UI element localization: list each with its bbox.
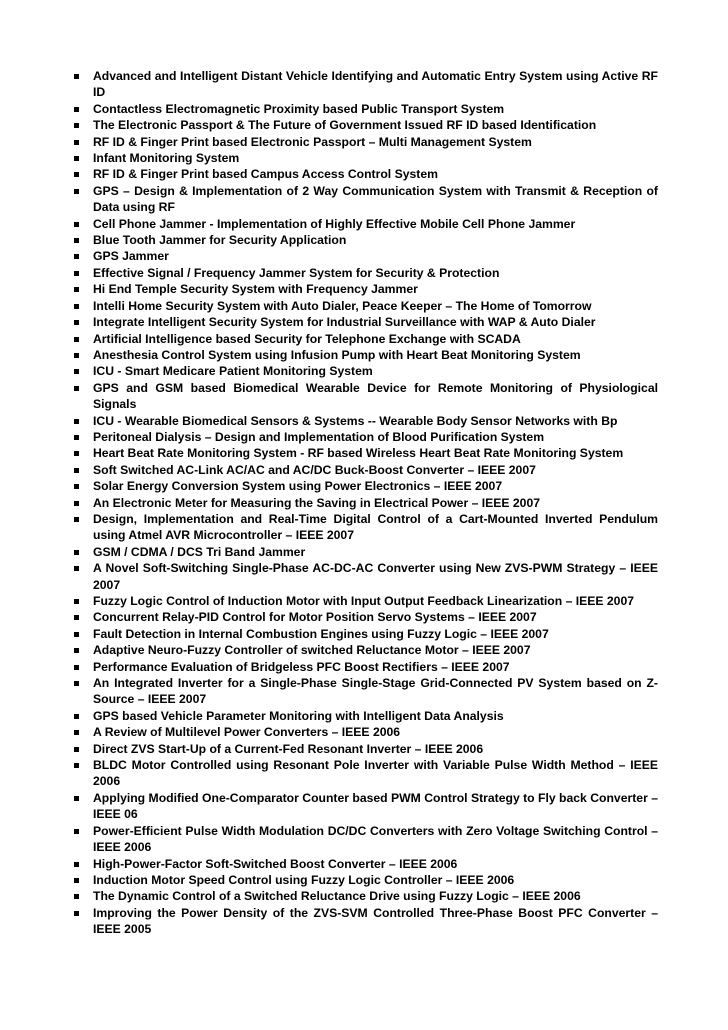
square-bullet-icon bbox=[74, 468, 79, 473]
list-item bbox=[74, 609, 658, 625]
list-item-text: The Electronic Passport & The Future of Government Issued RF ID based Identification bbox=[93, 118, 597, 133]
list-item bbox=[74, 544, 658, 560]
list-item-text: RF ID & Finger Print based Electronic Passport – Multi Management System bbox=[93, 134, 532, 149]
square-bullet-icon bbox=[74, 796, 79, 801]
list-item bbox=[74, 675, 658, 708]
square-bullet-icon bbox=[74, 156, 79, 161]
square-bullet-icon bbox=[74, 353, 79, 358]
list-item bbox=[74, 150, 658, 166]
list-item bbox=[74, 659, 658, 675]
document-page bbox=[0, 68, 728, 938]
list-item bbox=[74, 642, 658, 658]
project-topic-list bbox=[0, 68, 728, 938]
square-bullet-icon bbox=[74, 517, 79, 522]
list-item-text: An Electronic Meter for Measuring the Saving in Electrical Power – IEEE 2007 bbox=[93, 495, 541, 510]
square-bullet-icon bbox=[74, 419, 79, 424]
square-bullet-icon bbox=[74, 271, 79, 276]
square-bullet-icon bbox=[74, 566, 79, 571]
list-item-text: A Novel Soft-Switching Single-Phase AC-DC-AC Converter using New ZVS-PWM Strategy – IEEE 2007 bbox=[93, 561, 658, 592]
square-bullet-icon bbox=[74, 369, 79, 374]
list-item-text: Cell Phone Jammer - Implementation of Highly Effective Mobile Cell Phone Jammer bbox=[93, 216, 576, 231]
list-item bbox=[74, 872, 658, 888]
list-item-text: Direct ZVS Start-Up of a Current-Fed Resonant Inverter – IEEE 2006 bbox=[93, 741, 484, 756]
list-item-text: Fuzzy Logic Control of Induction Motor with Input Output Feedback Linearization – IEEE 2007 bbox=[93, 594, 635, 608]
list-item-text: A Review of Multilevel Power Converters – IEEE 2006 bbox=[93, 725, 401, 740]
list-item bbox=[74, 724, 658, 740]
square-bullet-icon bbox=[74, 189, 79, 194]
list-item bbox=[74, 216, 658, 232]
list-item-text: Advanced and Intelligent Distant Vehicle Identifying and Automatic Entry System using Active RF ID bbox=[93, 69, 658, 100]
square-bullet-icon bbox=[74, 107, 79, 112]
square-bullet-icon bbox=[74, 501, 79, 506]
list-item-text: Hi End Temple Security System with Frequency Jammer bbox=[93, 282, 418, 297]
list-item-text: Infant Monitoring System bbox=[93, 151, 240, 166]
list-item-text: Effective Signal / Frequency Jammer System for Security & Protection bbox=[93, 265, 500, 280]
list-item-text: An Integrated Inverter for a Single-Phase Single-Stage Grid-Connected PV System based on Z-Source – IEEE 2007 bbox=[93, 676, 658, 707]
square-bullet-icon bbox=[74, 550, 79, 555]
list-item bbox=[74, 298, 658, 314]
list-item bbox=[74, 462, 658, 478]
list-item-text: GPS – Design & Implementation of 2 Way Communication System with Transmit & Reception of Data using RF bbox=[93, 183, 658, 215]
list-item-text: Concurrent Relay-PID Control for Motor Position Servo Systems – IEEE 2007 bbox=[93, 610, 537, 625]
square-bullet-icon bbox=[74, 599, 79, 604]
list-item bbox=[74, 790, 658, 823]
list-item-text: Applying Modified One-Comparator Counter based PWM Control Strategy to Fly back Converter – IEEE 06 bbox=[93, 790, 658, 822]
list-item bbox=[74, 429, 658, 445]
square-bullet-icon bbox=[74, 714, 79, 719]
list-item-text: Induction Motor Speed Control using Fuzzy Logic Controller – IEEE 2006 bbox=[93, 872, 515, 887]
list-item bbox=[74, 166, 658, 182]
list-item-text: Artificial Intelligence based Security for Telephone Exchange with SCADA bbox=[93, 331, 521, 346]
square-bullet-icon bbox=[74, 911, 79, 916]
list-item bbox=[74, 445, 658, 461]
square-bullet-icon bbox=[74, 484, 79, 489]
list-item bbox=[74, 380, 658, 413]
list-item-text: Adaptive Neuro-Fuzzy Controller of switched Reluctance Motor – IEEE 2007 bbox=[93, 643, 531, 658]
list-item-text: Fault Detection in Internal Combustion Engines using Fuzzy Logic – IEEE 2007 bbox=[93, 626, 549, 641]
square-bullet-icon bbox=[74, 304, 79, 309]
list-item-text: GPS based Vehicle Parameter Monitoring with Intelligent Data Analysis bbox=[93, 708, 504, 723]
list-item bbox=[74, 248, 658, 264]
list-item bbox=[74, 413, 658, 429]
square-bullet-icon bbox=[74, 337, 79, 342]
square-bullet-icon bbox=[74, 730, 79, 735]
square-bullet-icon bbox=[74, 254, 79, 259]
square-bullet-icon bbox=[74, 123, 79, 128]
list-item-text: BLDC Motor Controlled using Resonant Pole Inverter with Variable Pulse Width Method – IEEE 2006 bbox=[93, 758, 658, 789]
square-bullet-icon bbox=[74, 320, 79, 325]
list-item-text: Solar Energy Conversion System using Power Electronics – IEEE 2007 bbox=[93, 479, 503, 494]
square-bullet-icon bbox=[74, 287, 79, 292]
square-bullet-icon bbox=[74, 763, 79, 768]
list-item-text: GPS and GSM based Biomedical Wearable Device for Remote Monitoring of Physiological Signals bbox=[93, 380, 658, 412]
square-bullet-icon bbox=[74, 862, 79, 867]
list-item bbox=[74, 708, 658, 724]
list-item-text: Performance Evaluation of Bridgeless PFC Boost Rectifiers – IEEE 2007 bbox=[93, 659, 510, 674]
list-item bbox=[74, 331, 658, 347]
square-bullet-icon bbox=[74, 238, 79, 243]
list-item bbox=[74, 478, 658, 494]
list-item bbox=[74, 363, 658, 379]
square-bullet-icon bbox=[74, 665, 79, 670]
square-bullet-icon bbox=[74, 829, 79, 834]
list-item-text: Power-Efficient Pulse Width Modulation DC/DC Converters with Zero Voltage Switching Control – IEEE 2006 bbox=[93, 823, 658, 855]
list-item bbox=[74, 511, 658, 544]
square-bullet-icon bbox=[74, 681, 79, 686]
list-item-text: The Dynamic Control of a Switched Reluctance Drive using Fuzzy Logic – IEEE 2006 bbox=[93, 889, 581, 904]
list-item bbox=[74, 232, 658, 248]
list-item-text: RF ID & Finger Print based Campus Access Control System bbox=[93, 167, 438, 182]
list-item bbox=[74, 183, 658, 216]
list-item-text: Contactless Electromagnetic Proximity based Public Transport System bbox=[93, 101, 505, 116]
list-item bbox=[74, 347, 658, 363]
square-bullet-icon bbox=[74, 222, 79, 227]
list-item-text: Design, Implementation and Real-Time Digital Control of a Cart-Mounted Inverted Pendulum using Atmel AVR Microcontroller – IEEE 2007 bbox=[93, 511, 658, 543]
square-bullet-icon bbox=[74, 632, 79, 637]
list-item-text: Heart Beat Rate Monitoring System - RF based Wireless Heart Beat Rate Monitoring System bbox=[93, 446, 624, 461]
square-bullet-icon bbox=[74, 451, 79, 456]
square-bullet-icon bbox=[74, 615, 79, 620]
square-bullet-icon bbox=[74, 894, 79, 899]
list-item bbox=[74, 265, 658, 281]
list-item bbox=[74, 68, 658, 101]
list-item bbox=[74, 560, 658, 593]
square-bullet-icon bbox=[74, 747, 79, 752]
list-item bbox=[74, 905, 658, 938]
list-item-text: GPS Jammer bbox=[93, 249, 169, 264]
list-item bbox=[74, 757, 658, 790]
list-item-text: Anesthesia Control System using Infusion Pump with Heart Beat Monitoring System bbox=[93, 347, 581, 362]
list-item-text: Blue Tooth Jammer for Security Application bbox=[93, 233, 347, 248]
list-item bbox=[74, 626, 658, 642]
list-item bbox=[74, 823, 658, 856]
list-item-text: ICU - Wearable Biomedical Sensors & Systems -- Wearable Body Sensor Networks with Bp bbox=[93, 413, 618, 428]
list-item bbox=[74, 134, 658, 150]
square-bullet-icon bbox=[74, 435, 79, 440]
square-bullet-icon bbox=[74, 648, 79, 653]
square-bullet-icon bbox=[74, 74, 79, 79]
list-item bbox=[74, 314, 658, 330]
list-item bbox=[74, 117, 658, 133]
list-item bbox=[74, 495, 658, 511]
square-bullet-icon bbox=[74, 172, 79, 177]
list-item bbox=[74, 593, 658, 609]
list-item-text: ICU - Smart Medicare Patient Monitoring System bbox=[93, 364, 373, 379]
list-item-text: High-Power-Factor Soft-Switched Boost Converter – IEEE 2006 bbox=[93, 856, 458, 871]
list-item bbox=[74, 101, 658, 117]
list-item bbox=[74, 741, 658, 757]
list-item-text: Soft Switched AC-Link AC/AC and AC/DC Buck-Boost Converter – IEEE 2007 bbox=[93, 462, 536, 477]
square-bullet-icon bbox=[74, 386, 79, 391]
list-item bbox=[74, 888, 658, 904]
square-bullet-icon bbox=[74, 140, 79, 145]
square-bullet-icon bbox=[74, 878, 79, 883]
list-item bbox=[74, 856, 658, 872]
list-item-text: Intelli Home Security System with Auto Dialer, Peace Keeper – The Home of Tomorrow bbox=[93, 298, 592, 313]
list-item-text: GSM / CDMA / DCS Tri Band Jammer bbox=[93, 544, 306, 559]
list-item-text: Peritoneal Dialysis – Design and Implementation of Blood Purification System bbox=[93, 429, 545, 444]
list-item bbox=[74, 281, 658, 297]
list-item-text: Integrate Intelligent Security System for Industrial Surveillance with WAP & Auto Dialer bbox=[93, 315, 596, 330]
list-item-text: Improving the Power Density of the ZVS-SVM Controlled Three-Phase Boost PFC Converter – IEEE 2005 bbox=[93, 905, 658, 937]
